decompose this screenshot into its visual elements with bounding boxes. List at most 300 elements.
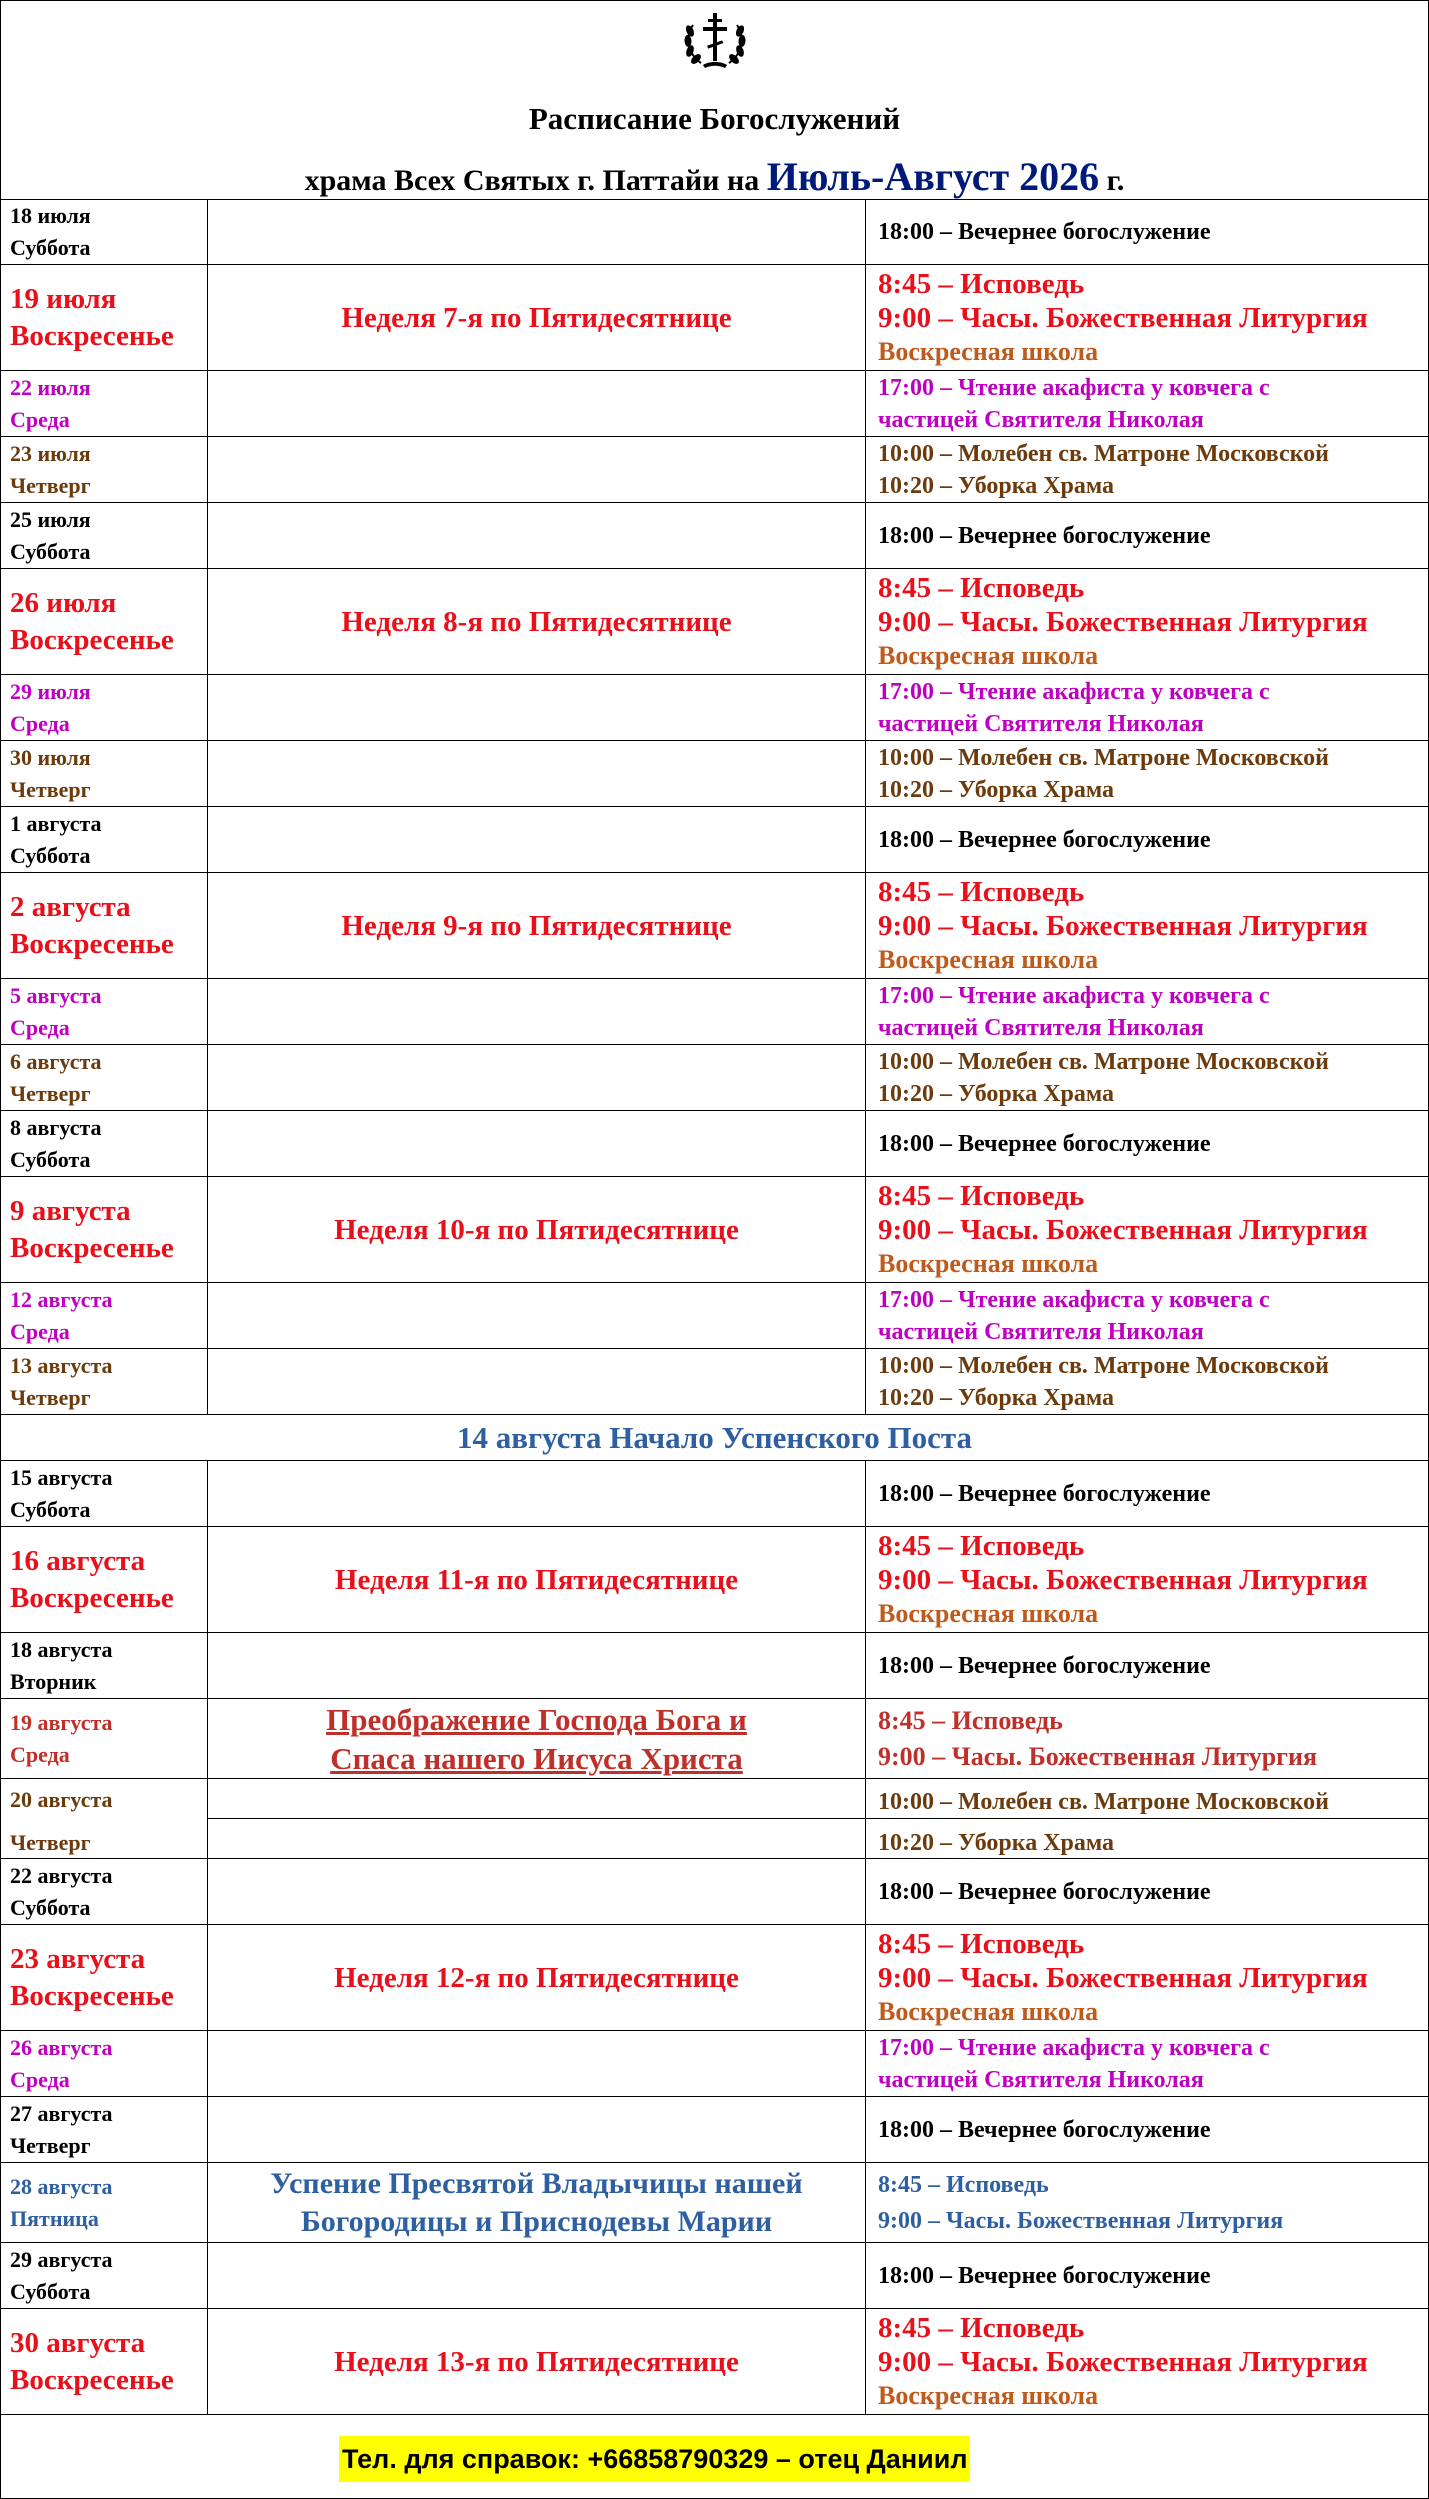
services-cell: [866, 1527, 1428, 1632]
feast-cell: [208, 1925, 866, 2030]
services-cell: [866, 979, 1428, 1044]
services-list: [866, 438, 1428, 502]
day-text: 19 августа: [10, 1709, 113, 1735]
day-cell: [1, 1111, 208, 1176]
feast-name: [208, 604, 865, 640]
services-list: [866, 571, 1428, 673]
service-text: 10:20 – Уборка Храма: [878, 472, 1115, 499]
day-label: [1, 1941, 207, 2015]
schedule-row: [1, 1633, 1428, 1699]
subtitle-prefix: храма Всех Святых г. Паттайи на: [304, 164, 767, 197]
schedule-row: [1, 1779, 1428, 1859]
service-text: 17:00 – Чтение акафиста у ковчега с: [878, 1286, 1270, 1313]
service-text: 17:00 – Чтение акафиста у ковчега с: [878, 678, 1270, 705]
services-list: [866, 1179, 1428, 1281]
schedule-row: [1, 1283, 1428, 1349]
schedule-row: [1, 1527, 1428, 1633]
service-text: 8:45 – Исповедь: [878, 1927, 1085, 1960]
day-cell: [1, 1699, 208, 1778]
service-text: 10:00 – Молебен св. Матроне Московской: [878, 1789, 1329, 1815]
schedule-row: [1, 2097, 1428, 2163]
services-cell: [866, 199, 1428, 264]
day-cell: [1, 1283, 208, 1348]
service-text: 8:45 – Исповедь: [878, 267, 1085, 300]
day-text: 25 июля: [10, 506, 91, 532]
day-text: Четверг: [10, 776, 91, 802]
day-text: Суббота: [10, 1894, 91, 1920]
day-label: [1, 2098, 207, 2162]
service-text: 18:00 – Вечернее богослужение: [878, 218, 1211, 245]
feast-cell: [208, 2309, 866, 2414]
day-label: [1, 1860, 207, 1924]
services-list: [866, 2032, 1428, 2096]
day-label: [1, 200, 207, 264]
day-cell: [1, 371, 208, 436]
service-text: 10:00 – Молебен св. Матроне Московской: [878, 1048, 1329, 1075]
services-cell: [866, 1633, 1428, 1698]
day-text: 8 августа: [10, 1114, 102, 1140]
feast-cell: [208, 1461, 866, 1526]
services-cell: [866, 1859, 1428, 1924]
day-text: 20 августа: [10, 1787, 113, 1812]
feast-cell: [208, 199, 866, 264]
service-text: 18:00 – Вечернее богослужение: [878, 522, 1211, 549]
services-list: [866, 1478, 1428, 1510]
subtitle-period: Июль-Август 2026: [766, 154, 1100, 199]
services-list: [866, 372, 1428, 436]
service-text: 18:00 – Вечернее богослужение: [878, 2262, 1211, 2289]
services-list: [866, 1876, 1428, 1908]
service-text: Воскресная школа: [878, 1248, 1099, 1278]
feast-name: [208, 2344, 865, 2380]
service-text: 10:20 – Уборка Храма: [878, 1384, 1115, 1411]
day-cell: [1, 1349, 208, 1414]
service-text: 17:00 – Чтение акафиста у ковчега с: [878, 374, 1270, 401]
day-label: [1, 1462, 207, 1526]
services-cell: [866, 2163, 1428, 2242]
day-text: Воскресенье: [10, 623, 174, 656]
day-cell: [1, 437, 208, 502]
day-label: [1, 742, 207, 806]
schedule-row: [1, 1111, 1428, 1177]
feast-name: [208, 300, 865, 336]
services-cell: [866, 2097, 1428, 2162]
day-label: [1, 676, 207, 740]
feast-cell: [208, 1633, 866, 1698]
day-text: Суббота: [10, 538, 91, 564]
feast-cell: [208, 1527, 866, 1632]
feast-cell: [208, 2243, 866, 2308]
day-cell: [1, 569, 208, 674]
feast-cell: [208, 1349, 866, 1414]
service-text: 9:00 – Часы. Божественная Литургия: [878, 909, 1368, 942]
day-text: 15 августа: [10, 1464, 113, 1490]
day-cell: [1, 1633, 208, 1698]
services-cell: [866, 437, 1428, 502]
day-text: 12 августа: [10, 1286, 113, 1312]
service-text: 10:20 – Уборка Храма: [878, 776, 1115, 803]
header: [1, 1, 1428, 200]
feast-text: Спаса нашего Иисуса Христа: [330, 1740, 743, 1776]
day-cell: [1, 741, 208, 806]
day-text: Воскресенье: [10, 1231, 174, 1264]
schedule-row: [1, 1699, 1428, 1779]
schedule-row: [1, 675, 1428, 741]
feast-text: Преображение Господа Бога и: [326, 1701, 747, 1737]
service-text: 8:45 – Исповедь: [878, 571, 1085, 604]
service-text: 18:00 – Вечернее богослужение: [878, 826, 1211, 853]
day-text: 29 июля: [10, 678, 91, 704]
feast-cell: [208, 569, 866, 674]
services-list: [866, 1927, 1428, 2029]
service-text: 10:20 – Уборка Храма: [878, 1830, 1115, 1856]
services-cell: [866, 265, 1428, 370]
service-text: Воскресная школа: [878, 1598, 1099, 1628]
services-cell: [866, 1925, 1428, 2030]
day-label: [1, 585, 207, 659]
contact-phone: Тел. для справок: +66858790329 – отец Даниил: [339, 2436, 970, 2482]
feast-cell: [208, 1859, 866, 1924]
day-label: [1, 1284, 207, 1348]
services-cell: [866, 1177, 1428, 1282]
feast-text: Неделя 8-я по Пятидесятнице: [341, 605, 732, 638]
schedule-row: [1, 2031, 1428, 2097]
day-text: Среда: [10, 1014, 70, 1040]
feast-text: Неделя 9-я по Пятидесятнице: [341, 909, 732, 942]
services-list: [866, 1529, 1428, 1631]
footer: [1, 2425, 1428, 2498]
subtitle-suffix: г.: [1099, 164, 1125, 197]
services-cell: [866, 1045, 1428, 1110]
subrow-divider: [208, 1818, 1428, 1819]
day-cell: [1, 979, 208, 1044]
service-text: 10:20 – Уборка Храма: [878, 1080, 1115, 1107]
service-text: 18:00 – Вечернее богослужение: [878, 1878, 1211, 1905]
services-list: [866, 2311, 1428, 2413]
day-text: 26 августа: [10, 2034, 113, 2060]
day-text: 18 июля: [10, 202, 91, 228]
services-list: [866, 1350, 1428, 1414]
schedule-row: [1, 265, 1428, 371]
day-text: 5 августа: [10, 982, 102, 1008]
day-label: [1, 438, 207, 502]
day-text: 22 августа: [10, 1862, 113, 1888]
feast-cell: [208, 1177, 866, 1282]
services-list: [866, 1128, 1428, 1160]
services-cell: [866, 2031, 1428, 2096]
feast-cell: [208, 2163, 866, 2242]
service-text: 8:45 – Исповедь: [878, 1529, 1085, 1562]
services-list: [866, 267, 1428, 369]
feast-text: Неделя 13-я по Пятидесятнице: [334, 2345, 739, 2378]
day-text: Четверг: [10, 2132, 91, 2158]
schedule-row: [1, 873, 1428, 979]
day-text: 19 июля: [10, 282, 117, 315]
day-cell: [1, 1779, 208, 1858]
services-list: [866, 742, 1428, 806]
day-text: Суббота: [10, 2278, 91, 2304]
service-text: 10:00 – Молебен св. Матроне Московской: [878, 1352, 1329, 1379]
services-list: [866, 875, 1428, 977]
service-text: 18:00 – Вечернее богослужение: [878, 1130, 1211, 1157]
feast-name: [208, 1700, 865, 1778]
services-cell: [866, 569, 1428, 674]
services-list: [866, 676, 1428, 740]
services-cell: [866, 2309, 1428, 2414]
day-text: Воскресенье: [10, 1979, 174, 2012]
service-text: частицей Святителя Николая: [878, 710, 1204, 737]
day-text: Суббота: [10, 842, 91, 868]
day-cell: [1, 503, 208, 568]
day-text: 18 августа: [10, 1636, 113, 1662]
day-text: 29 августа: [10, 2246, 113, 2272]
schedule-row: [1, 569, 1428, 675]
day-label: [1, 1634, 207, 1698]
service-text: частицей Святителя Николая: [878, 1318, 1204, 1345]
schedule-row: [1, 1349, 1428, 1415]
day-cell: [1, 2097, 208, 2162]
feast-text: Неделя 11-я по Пятидесятнице: [334, 1563, 739, 1596]
feast-text: Неделя 7-я по Пятидесятнице: [341, 301, 732, 334]
schedule-row: [1, 807, 1428, 873]
day-text: 27 августа: [10, 2100, 113, 2126]
feast-name: [208, 1212, 865, 1248]
day-text: 28 августа: [10, 2173, 113, 2199]
schedule-title: Расписание Богослужений: [528, 101, 901, 136]
schedule-row: [1, 2309, 1428, 2415]
day-cell: [1, 873, 208, 978]
feast-name: [208, 1960, 865, 1996]
services-cell: [866, 503, 1428, 568]
schedule-row: [1, 2243, 1428, 2309]
service-text: 9:00 – Часы. Божественная Литургия: [878, 2345, 1368, 2378]
day-text: Воскресенье: [10, 1581, 174, 1614]
day-text: 30 июля: [10, 744, 91, 770]
day-label: [1, 1543, 207, 1617]
feast-cell: [208, 807, 866, 872]
feast-cell: [208, 1283, 866, 1348]
day-label: [1, 2325, 207, 2399]
feast-cell: [208, 2097, 866, 2162]
day-cell: [1, 1527, 208, 1632]
schedule-row: [1, 371, 1428, 437]
day-cell: [1, 2163, 208, 2242]
services-cell: [866, 1349, 1428, 1414]
services-list: [866, 2167, 1428, 2239]
services-list: [866, 216, 1428, 248]
day-cell: [1, 675, 208, 740]
feast-cell: [208, 979, 866, 1044]
feast-cell: [208, 1699, 866, 1778]
day-cell: [1, 1925, 208, 2030]
day-text: Суббота: [10, 234, 91, 260]
day-text: 30 августа: [10, 2326, 146, 2359]
schedule-row: [1, 437, 1428, 503]
day-cell: [1, 199, 208, 264]
day-label: [1, 504, 207, 568]
service-text: 8:45 – Исповедь: [878, 1705, 1063, 1735]
day-text: Пятница: [10, 2205, 99, 2231]
day-cell: [1, 2309, 208, 2414]
service-text: 9:00 – Часы. Божественная Литургия: [878, 1563, 1368, 1596]
schedule-row: [1, 1045, 1428, 1111]
day-text: Суббота: [10, 1496, 91, 1522]
services-cell: [866, 741, 1428, 806]
services-cell: [866, 1461, 1428, 1526]
services-cell: [866, 1283, 1428, 1348]
day-label: [1, 889, 207, 963]
service-text: 10:00 – Молебен св. Матроне Московской: [878, 440, 1329, 467]
day-text: 23 июля: [10, 440, 91, 466]
feast-text: Неделя 10-я по Пятидесятнице: [334, 1213, 739, 1246]
service-text: 17:00 – Чтение акафиста у ковчега с: [878, 982, 1270, 1009]
services-list: [866, 520, 1428, 552]
schedule-row: [1, 199, 1428, 265]
services-list: [866, 1650, 1428, 1682]
schedule-row: [1, 741, 1428, 807]
day-text: 23 августа: [10, 1942, 146, 1975]
service-text: 9:00 – Часы. Божественная Литургия: [878, 605, 1368, 638]
service-text: Воскресная школа: [878, 640, 1099, 670]
feast-text: Неделя 12-я по Пятидесятнице: [334, 1961, 739, 1994]
service-text: частицей Святителя Николая: [878, 1014, 1204, 1041]
fast-announcement: 14 августа Начало Успенского Поста: [457, 1419, 972, 1455]
day-label: [1, 980, 207, 1044]
schedule-row: [1, 1925, 1428, 2031]
day-cell: [1, 1045, 208, 1110]
feast-name: [208, 908, 865, 944]
service-text: 10:00 – Молебен св. Матроне Московской: [878, 744, 1329, 771]
feast-cell: [208, 2031, 866, 2096]
service-text: частицей Святителя Николая: [878, 2066, 1204, 2093]
feast-cell: [208, 741, 866, 806]
day-text: Среда: [10, 1741, 70, 1767]
schedule-subtitle: [1, 153, 1428, 200]
feast-cell: [208, 265, 866, 370]
day-label: [1, 1046, 207, 1110]
service-text: Воскресная школа: [878, 336, 1099, 366]
day-text: Среда: [10, 406, 70, 432]
day-label: [1, 1350, 207, 1414]
day-label: [1, 2171, 207, 2235]
feast-text: Успение Пресвятой Владычицы нашей: [270, 2166, 803, 2200]
feast-name: [208, 1562, 865, 1598]
service-text: 18:00 – Вечернее богослужение: [878, 2116, 1211, 2143]
service-text: 8:45 – Исповедь: [878, 875, 1085, 908]
services-list: [866, 1703, 1428, 1775]
day-label: [1, 372, 207, 436]
service-text: 18:00 – Вечернее богослужение: [878, 1480, 1211, 1507]
day-text: Вторник: [10, 1668, 97, 1694]
day-label: [1, 2032, 207, 2096]
day-cell: [1, 1859, 208, 1924]
feast-cell: [208, 1111, 866, 1176]
day-text: 26 июля: [10, 586, 117, 619]
day-cell: [1, 265, 208, 370]
feast-name: [208, 2165, 865, 2241]
day-text: Суббота: [10, 1146, 91, 1172]
service-text: 18:00 – Вечернее богослужение: [878, 1652, 1211, 1679]
day-text: Четверг: [10, 1384, 91, 1410]
service-text: 9:00 – Часы. Божественная Литургия: [878, 1213, 1368, 1246]
day-cell: [1, 2031, 208, 2096]
orthodox-cross-wreath-icon: [679, 7, 751, 73]
services-list: [866, 2260, 1428, 2292]
feast-cell: [208, 437, 866, 502]
service-text: 8:45 – Исповедь: [878, 2171, 1049, 2198]
service-text: 17:00 – Чтение акафиста у ковчега с: [878, 2034, 1270, 2061]
service-text: частицей Святителя Николая: [878, 406, 1204, 433]
services-cell: [866, 1111, 1428, 1176]
schedule-row: [1, 503, 1428, 569]
feast-cell: [208, 503, 866, 568]
schedule-row: [1, 1859, 1428, 1925]
day-label: [1, 1193, 207, 1267]
day-text: 1 августа: [10, 810, 102, 836]
services-list: [866, 1284, 1428, 1348]
day-text: 13 августа: [10, 1352, 113, 1378]
day-text: Воскресенье: [10, 2363, 174, 2396]
service-text: Воскресная школа: [878, 2380, 1099, 2410]
service-text: 9:00 – Часы. Божественная Литургия: [878, 1741, 1318, 1771]
service-text: Воскресная школа: [878, 1996, 1099, 2026]
day-label: [1, 1707, 207, 1771]
services-cell: [866, 675, 1428, 740]
services-list: [866, 824, 1428, 856]
feast-cell: [208, 1045, 866, 1110]
services-list: [866, 980, 1428, 1044]
service-text: Воскресная школа: [878, 944, 1099, 974]
day-text: 2 августа: [10, 890, 131, 923]
schedule-row: [1, 1461, 1428, 1527]
feast-text: Богородицы и Приснодевы Марии: [300, 2204, 773, 2238]
schedule-row: [1, 1177, 1428, 1283]
day-text: Четверг: [10, 472, 91, 498]
day-text: Воскресенье: [10, 319, 174, 352]
day-text: Четверг: [10, 1830, 91, 1855]
service-text: 9:00 – Часы. Божественная Литургия: [878, 1961, 1368, 1994]
service-text: 8:45 – Исповедь: [878, 2311, 1085, 2344]
day-label: [1, 281, 207, 355]
feast-cell: [208, 371, 866, 436]
schedule-row: [1, 979, 1428, 1045]
services-list: [866, 2114, 1428, 2146]
feast-cell: [208, 873, 866, 978]
day-text: Четверг: [10, 1080, 91, 1106]
day-cell: [1, 807, 208, 872]
services-cell: [866, 371, 1428, 436]
feast-cell: [208, 675, 866, 740]
day-text: Среда: [10, 2066, 70, 2092]
day-text: Воскресенье: [10, 927, 174, 960]
day-text: 22 июля: [10, 374, 91, 400]
service-text: 9:00 – Часы. Божественная Литургия: [878, 301, 1368, 334]
services-cell: [866, 807, 1428, 872]
day-text: 9 августа: [10, 1194, 131, 1227]
day-cell: [1, 1177, 208, 1282]
services-cell: [866, 1699, 1428, 1778]
day-text: Среда: [10, 1318, 70, 1344]
day-label: [1, 1112, 207, 1176]
services-cell: [866, 2243, 1428, 2308]
service-text: 8:45 – Исповедь: [878, 1179, 1085, 1212]
service-text: 9:00 – Часы. Божественная Литургия: [878, 2207, 1284, 2234]
services-list: [866, 1046, 1428, 1110]
day-text: 6 августа: [10, 1048, 102, 1074]
day-text: Среда: [10, 710, 70, 736]
day-cell: [1, 2243, 208, 2308]
services-cell: [866, 873, 1428, 978]
